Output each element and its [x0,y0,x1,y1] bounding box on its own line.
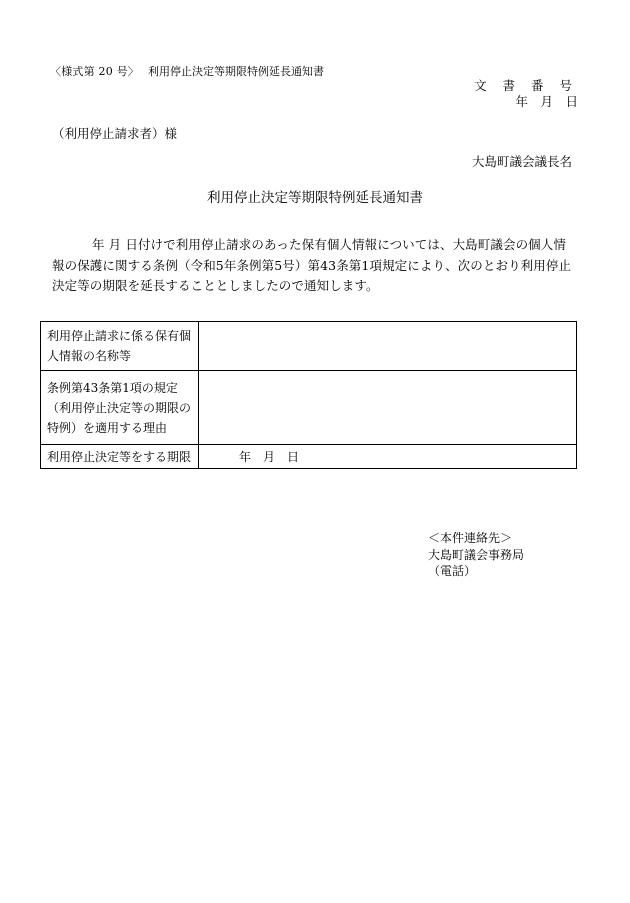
table-label-deadline: 利用停止決定等をする期限 [41,445,199,469]
form-title-header: 利用停止決定等期限特例延長通知書 [148,65,324,78]
contact-phone: （電話） [428,564,477,578]
addressee: （利用停止請求者）様 [52,126,178,141]
document-title: 利用停止決定等期限特例延長通知書 [207,190,423,206]
table-value-info-name [199,322,577,371]
contact-block [428,530,524,580]
document-date-label: 年 月 日 [515,94,578,109]
contact-office: 大島町議会事務局 [428,547,525,562]
table-label-reason: 条例第43条第1項の規定（利用停止決定等の期限の特例）を適用する理由 [41,371,199,445]
form-number: 〈様式第 20 号〉 [50,65,139,78]
table-label-info-name: 利用停止請求に係る保有個人情報の名称等 [41,322,199,371]
notice-body-text: 年 月 日付けで利用停止請求のあった保有個人情報については、大島町議会の個人情報の保護に関する条例（令和5年条例第5号）第43条第1項規定により、次のとおり利用停止決定等の期限を延長することとしましたので通知します。 [52,237,572,293]
table-row [41,322,577,371]
notice-info-table [40,321,577,469]
sender-name: 大島町議会議長名 [471,154,572,169]
table-value-deadline: 年 月 日 [199,445,577,469]
table-row [41,445,577,469]
contact-heading: ＜本件連絡先＞ [428,531,513,545]
table-value-reason [199,371,577,445]
table-row [41,371,577,445]
document-number-label: 文 書 番 号 [474,78,578,93]
